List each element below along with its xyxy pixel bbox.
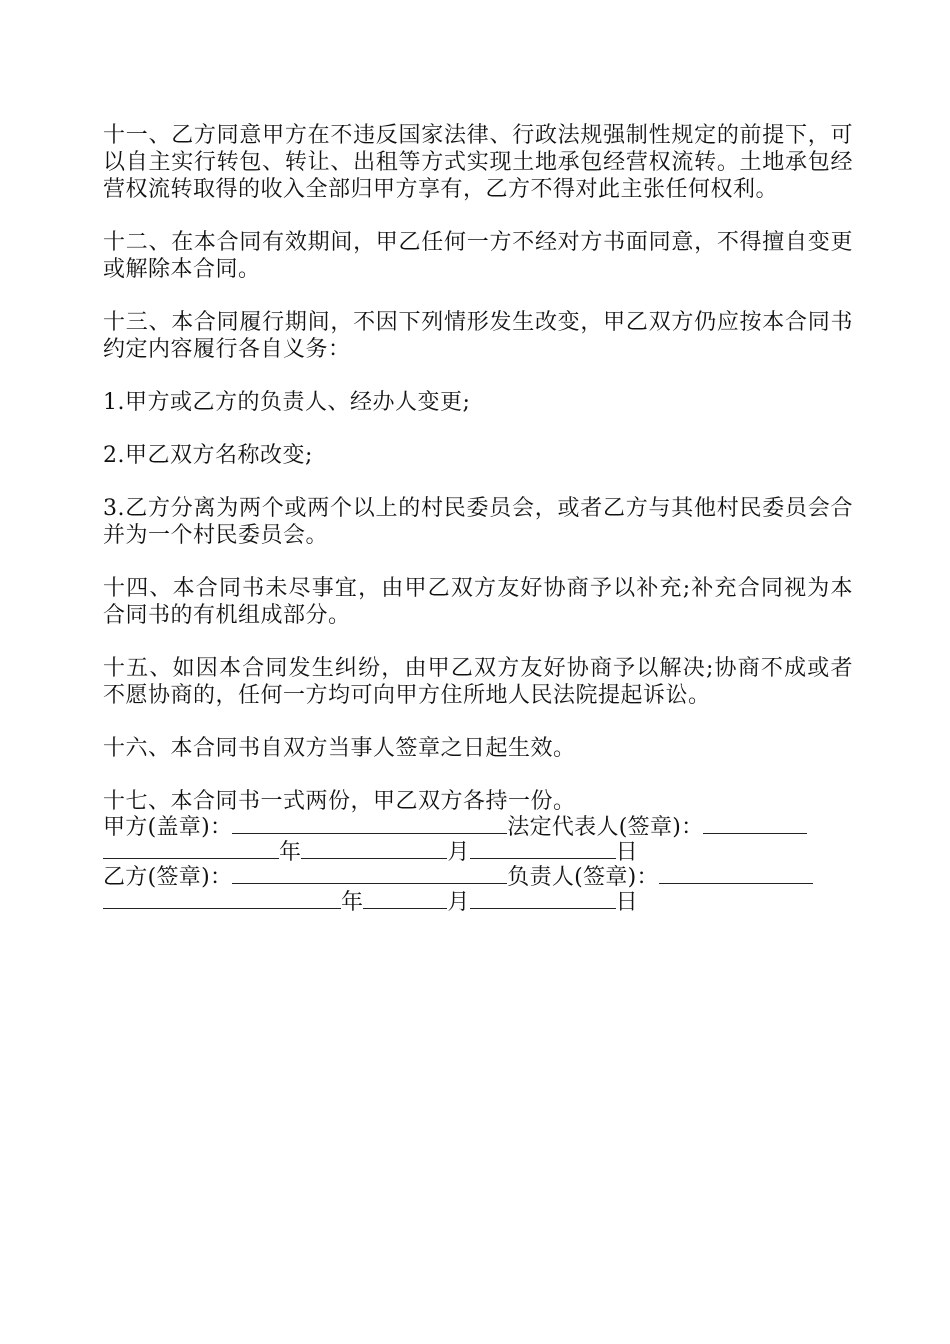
party-b-year-blank (103, 890, 341, 909)
party-b-day-blank (470, 890, 616, 909)
party-a-year-blank (103, 840, 279, 859)
party-a-date-line (103, 840, 853, 865)
party-a-signature-line (103, 815, 853, 840)
party-a-day-label: 日 (615, 840, 638, 865)
clause-12: 十二、在本合同有效期间，甲乙任何一方不经对方书面同意，不得擅自变更或解除本合同。 (103, 230, 853, 282)
party-a-label: 甲方(盖章)： (103, 815, 233, 840)
clause-16: 十六、本合同书自双方当事人签章之日起生效。 (103, 736, 576, 761)
party-a-rep-blank (703, 815, 807, 834)
clause-13: 十三、本合同履行期间，不因下列情形发生改变，甲乙双方仍应按本合同书约定内容履行各自义务： (103, 310, 853, 362)
party-b-date-line (103, 890, 853, 915)
party-b-label: 乙方(签章)： (103, 865, 233, 890)
clause-13-item-2: 2.甲乙双方名称改变; (103, 443, 313, 468)
party-b-rep-blank (659, 865, 813, 884)
clause-11: 十一、乙方同意甲方在不违反国家法律、行政法规强制性规定的前提下，可以自主实行转包、转让、出租等方式实现土地承包经营权流转。土地承包经营权流转取得的收入全部归甲方享有，乙方不得对此主张任何权利。 (103, 123, 853, 202)
party-a-day-blank (470, 840, 616, 859)
party-a-year-label: 年 (279, 840, 302, 865)
party-a-month-blank (301, 840, 447, 859)
clause-13-item-1: 1.甲方或乙方的负责人、经办人变更; (103, 390, 471, 415)
party-b-month-label: 月 (447, 890, 470, 915)
party-b-signature-line (103, 865, 853, 890)
party-a-month-label: 月 (447, 840, 470, 865)
clause-13-item-3: 3.乙方分离为两个或两个以上的村民委员会，或者乙方与其他村民委员会合并为一个村民委员会。 (103, 496, 853, 548)
party-a-seal-blank (232, 815, 507, 834)
party-b-seal-blank (232, 865, 507, 884)
party-b-month-blank (363, 890, 447, 909)
clause-14: 十四、本合同书未尽事宜，由甲乙双方友好协商予以补充;补充合同视为本合同书的有机组成部分。 (103, 576, 853, 628)
clause-17: 十七、本合同书一式两份，甲乙双方各持一份。 (103, 789, 576, 814)
party-b-rep-label: 负责人(签章)： (507, 865, 659, 890)
party-b-day-label: 日 (615, 890, 638, 915)
contract-page (103, 122, 853, 915)
party-b-year-label: 年 (341, 890, 364, 915)
clause-15: 十五、如因本合同发生纠纷，由甲乙双方友好协商予以解决;协商不成或者不愿协商的，任何一方均可向甲方住所地人民法院提起诉讼。 (103, 656, 853, 708)
party-a-rep-label: 法定代表人(签章)： (507, 815, 704, 840)
